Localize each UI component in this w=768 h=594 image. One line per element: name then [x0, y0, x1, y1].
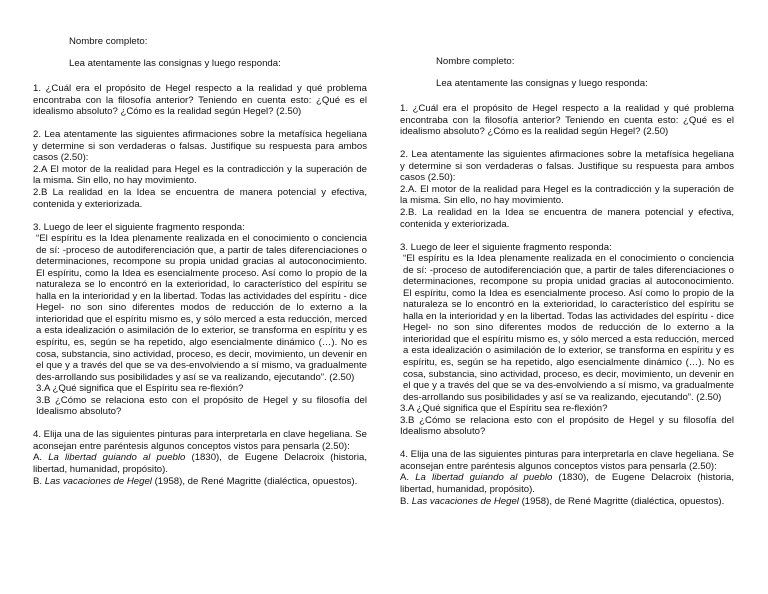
statement-2a: 2.A. El motor de la realidad para Hegel es la contradicción y la superación de la misma. Sin ello, no hay movimiento.: [400, 183, 734, 207]
painting-option-b: [33, 476, 367, 488]
painting-a-title: La libertad guiando al pueblo: [48, 452, 186, 464]
question-3-quote: “El espíritu es la Idea plenamente realizada en el conocimiento o conciencia de sí: -proceso de autodiferenciación que, a partir de tales diferenciaciones o determinaciones, recompone su propia unidad gracias al autoconocimiento. El espíritu, como la Idea es esencialmente proceso. Así como lo propio de la naturaleza se lo encontró en la exterioridad, lo característico del espíritu se halla en la interioridad y en la libertad. Todas las actividades del espíritu - dice Hegel- no son sino diferentes modos de reducción de lo externo a la interioridad que el espíritu mismo es, y sólo merced a esta reducción, merced a esta idealización o asimilación de lo exterior, se transforma en espíritu y es espíritu, es, según se ha repetido, algo esencialmente dinámico (…). No es cosa, substancia, sino actividad, proceso, es decir, movimiento, un devenir en el que y a través del que se va des-envolviendo a sí mismo, va gradualmente des-arrollando sus posibilidades y así se va realizando, ejecutando”. (2.50): [36, 233, 367, 383]
instructions: Lea atentamente las consignas y luego responda:: [436, 77, 648, 89]
statement-2b: 2.B. La realidad en la Idea se encuentra de manera potencial y efectiva, contenida y exteriorizada.: [400, 206, 734, 230]
question-4-intro: 4. Elija una de las siguientes pinturas para interpretarla en clave hegeliana. Se aconsejan entre paréntesis algunos conceptos vistos para pensarla (2.50):: [400, 449, 734, 472]
painting-b-details: (1958), de René Magritte (dialéctica, opuestos).: [151, 475, 358, 487]
painting-b-title: Las vacaciones de Hegel: [411, 495, 519, 507]
question-3-intro: 3. Luego de leer el siguiente fragmento responda:: [33, 221, 245, 233]
question-3-intro: 3. Luego de leer el siguiente fragmento responda:: [400, 241, 612, 253]
question-3a: 3.A ¿Qué significa que el Espíritu sea re-flexión?: [400, 403, 608, 415]
question-3b: 3.B ¿Cómo se relaciona esto con el propósito de Hegel y su filosofía del Idealismo absoluto?: [400, 414, 734, 438]
painting-b-details: (1958), de René Magritte (dialéctica, opuestos).: [518, 495, 725, 507]
question-2-intro: 2. Lea atentamente las siguientes afirmaciones sobre la metafísica hegeliana y determine si son verdaderas o falsas. Justifique su respuesta para ambos casos (2.50):: [400, 149, 734, 184]
option-b-prefix: B.: [400, 495, 412, 507]
name-label: Nombre completo:: [69, 36, 148, 47]
painting-a-details: (1830), de Eugene Delacroix (historia, libertad, humanidad, propósito).: [400, 472, 734, 495]
option-a-prefix: A.: [33, 452, 49, 464]
exam-copy-left: [33, 36, 367, 487]
question-4-intro: 4. Elija una de las siguientes pinturas para interpretarla en clave hegeliana. Se aconsejan entre paréntesis algunos conceptos vistos para pensarla (2.50):: [33, 429, 367, 452]
painting-option-a: [400, 472, 734, 495]
painting-a-details: (1830), de Eugene Delacroix (historia, libertad, humanidad, propósito).: [33, 452, 367, 475]
question-3b: 3.B ¿Cómo se relaciona esto con el propósito de Hegel y su filosofía del Idealismo absoluto?: [36, 394, 367, 418]
exam-copy-right: [400, 56, 734, 507]
painting-a-title: La libertad guiando al pueblo: [415, 472, 553, 484]
statement-2b: 2.B La realidad en la Idea se encuentra de manera potencial y efectiva, contenida y exteriorizada.: [33, 186, 367, 210]
option-b-prefix: B.: [33, 475, 45, 487]
name-label: Nombre completo:: [436, 56, 515, 67]
statement-2a: 2.A El motor de la realidad para Hegel es la contradicción y la superación de la misma. Sin ello, no hay movimiento.: [33, 163, 367, 187]
question-1: 1. ¿Cuál era el propósito de Hegel respecto a la realidad y qué problema encontraba con la filosofía anterior? Teniendo en cuenta esto: ¿Qué es el idealismo absoluto? ¿Cómo es la realidad según Hegel? (2.50): [33, 83, 367, 118]
painting-option-a: [33, 452, 367, 475]
painting-b-title: Las vacaciones de Hegel: [44, 475, 152, 487]
question-1: 1. ¿Cuál era el propósito de Hegel respecto a la realidad y qué problema encontraba con la filosofía anterior? Teniendo en cuenta esto: ¿Qué es el idealismo absoluto? ¿Cómo es la realidad según Hegel? (2.50): [400, 103, 734, 138]
question-3-quote: “El espíritu es la Idea plenamente realizada en el conocimiento o conciencia de sí: -proceso de autodiferenciación que, a partir de tales diferenciaciones o determinaciones, recompone su propia unidad gracias al autoconocimiento. El espíritu, como la Idea es esencialmente proceso. Así como lo propio de la naturaleza se lo encontró en la exterioridad, lo característico del espíritu se halla en la interioridad y en la libertad. Todas las actividades del espíritu - dice Hegel- no son sino diferentes modos de reducción de lo externo a la interioridad que el espíritu mismo es, y sólo merced a esta reducción, merced a esta idealización o asimilación de lo exterior, se transforma en espíritu y es espíritu, es, según se ha repetido, algo esencialmente dinámico (…). No es cosa, substancia, sino actividad, proceso, es decir, movimiento, un devenir en el que y a través del que se va des-envolviendo a sí mismo, va gradualmente des-arrollando sus posibilidades y así se va realizando, ejecutando”. (2.50): [403, 253, 734, 403]
question-2-intro: 2. Lea atentamente las siguientes afirmaciones sobre la metafísica hegeliana y determine si son verdaderas o falsas. Justifique su respuesta para ambos casos (2.50):: [33, 129, 367, 164]
instructions: Lea atentamente las consignas y luego responda:: [69, 57, 281, 69]
option-a-prefix: A.: [400, 472, 416, 484]
painting-option-b: [400, 496, 734, 508]
question-3a: 3.A ¿Qué significa que el Espíritu sea re-flexión?: [36, 383, 244, 395]
